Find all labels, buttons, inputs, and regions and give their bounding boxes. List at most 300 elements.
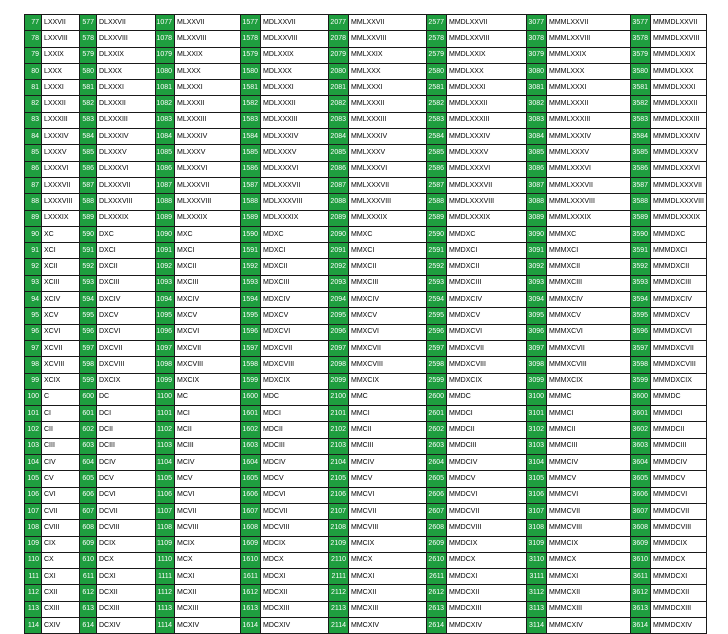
roman-numeral-cell: MMDLXXXVI — [447, 161, 527, 177]
roman-numeral-cell: XCVIII — [42, 357, 80, 373]
roman-numeral-cell: MMMCVII — [547, 503, 631, 519]
roman-numeral-cell: DLXXXVI — [97, 161, 156, 177]
roman-numeral-cell: MMLXXXIII — [349, 112, 427, 128]
roman-numeral-cell: MMMXCIV — [547, 292, 631, 308]
roman-numeral-cell: MMMXC — [547, 226, 631, 242]
arabic-number-cell: 2078 — [329, 31, 349, 47]
arabic-number-cell: 1108 — [156, 520, 175, 536]
arabic-number-cell: 1595 — [241, 308, 261, 324]
roman-numeral-cell: MMMCI — [547, 406, 631, 422]
roman-numeral-cell: XCIX — [42, 373, 80, 389]
table-row — [25, 373, 707, 389]
roman-numeral-cell: MMMCXIV — [547, 617, 631, 633]
roman-numeral-cell: MMMDC — [651, 389, 707, 405]
roman-numeral-cell: MMXCIX — [349, 373, 427, 389]
roman-numeral-cell: MMMDLXXXVIII — [651, 194, 707, 210]
roman-numeral-cell: MMDLXXXV — [447, 145, 527, 161]
table-row — [25, 161, 707, 177]
roman-numeral-cell: MDLXXXIX — [261, 210, 329, 226]
roman-numeral-cell: MMDXCIII — [447, 275, 527, 291]
arabic-number-cell: 2595 — [427, 308, 447, 324]
roman-numeral-cell: MMMDXCVI — [651, 324, 707, 340]
roman-numeral-table — [24, 14, 707, 634]
arabic-number-cell: 3081 — [527, 80, 547, 96]
arabic-number-cell: 3092 — [527, 259, 547, 275]
roman-numeral-cell: MLXXXVIII — [175, 194, 241, 210]
roman-numeral-cell: MMMXCVIII — [547, 357, 631, 373]
roman-numeral-cell: MMDLXXVII — [447, 15, 527, 31]
roman-numeral-cell: MMMXCVII — [547, 340, 631, 356]
roman-numeral-cell: MLXXXVII — [175, 177, 241, 193]
roman-numeral-cell: MMLXXXVII — [349, 177, 427, 193]
arabic-number-cell: 85 — [25, 145, 42, 161]
arabic-number-cell: 2578 — [427, 31, 447, 47]
arabic-number-cell: 1583 — [241, 112, 261, 128]
roman-numeral-cell: MDCXIII — [261, 601, 329, 617]
arabic-number-cell: 1611 — [241, 569, 261, 585]
arabic-number-cell: 3094 — [527, 292, 547, 308]
roman-numeral-cell: MDCI — [261, 406, 329, 422]
arabic-number-cell: 588 — [80, 194, 97, 210]
table-row — [25, 145, 707, 161]
table-row — [25, 422, 707, 438]
roman-numeral-cell: MMDCXIII — [447, 601, 527, 617]
roman-numeral-cell: MMMDCIII — [651, 438, 707, 454]
roman-numeral-cell: MMLXXXIX — [349, 210, 427, 226]
roman-numeral-cell: MMDCXI — [447, 569, 527, 585]
roman-numeral-cell: MCXII — [175, 585, 241, 601]
roman-numeral-cell: MMDLXXXVIII — [447, 194, 527, 210]
table-row — [25, 112, 707, 128]
roman-numeral-cell: MMDLXXVIII — [447, 31, 527, 47]
roman-numeral-cell: LXXVIII — [42, 31, 80, 47]
arabic-number-cell: 3585 — [631, 145, 651, 161]
arabic-number-cell: 1602 — [241, 422, 261, 438]
roman-numeral-cell: MLXXXVI — [175, 161, 241, 177]
arabic-number-cell: 107 — [25, 503, 42, 519]
arabic-number-cell: 2112 — [329, 585, 349, 601]
arabic-number-cell: 3612 — [631, 585, 651, 601]
roman-numeral-cell: MMMDCXII — [651, 585, 707, 601]
arabic-number-cell: 2612 — [427, 585, 447, 601]
roman-numeral-cell: MMMLXXX — [547, 63, 631, 79]
arabic-number-cell: 2102 — [329, 422, 349, 438]
roman-numeral-cell: MMMLXXXIX — [547, 210, 631, 226]
arabic-number-cell: 1086 — [156, 161, 175, 177]
arabic-number-cell: 3614 — [631, 617, 651, 633]
roman-numeral-cell: CX — [42, 552, 80, 568]
arabic-number-cell: 3593 — [631, 275, 651, 291]
arabic-number-cell: 93 — [25, 275, 42, 291]
table-row — [25, 585, 707, 601]
roman-numeral-cell: MMDC — [447, 389, 527, 405]
roman-numeral-cell: CIV — [42, 455, 80, 471]
roman-numeral-cell: MMMLXXXI — [547, 80, 631, 96]
roman-numeral-cell: LXXXIX — [42, 210, 80, 226]
arabic-number-cell: 3581 — [631, 80, 651, 96]
arabic-number-cell: 2081 — [329, 80, 349, 96]
arabic-number-cell: 1577 — [241, 15, 261, 31]
roman-numeral-cell: MMMLXXXVIII — [547, 194, 631, 210]
roman-numeral-cell: DCVI — [97, 487, 156, 503]
table-row — [25, 552, 707, 568]
roman-numeral-cell: MMXCIV — [349, 292, 427, 308]
roman-numeral-cell: MMMXCVI — [547, 324, 631, 340]
roman-numeral-cell: DLXXXI — [97, 80, 156, 96]
table-row — [25, 210, 707, 226]
roman-numeral-cell: MLXXXIX — [175, 210, 241, 226]
roman-numeral-cell: DCXII — [97, 585, 156, 601]
roman-numeral-cell: MDCV — [261, 471, 329, 487]
arabic-number-cell: 1101 — [156, 406, 175, 422]
arabic-number-cell: 3089 — [527, 210, 547, 226]
arabic-number-cell: 3107 — [527, 503, 547, 519]
arabic-number-cell: 2614 — [427, 617, 447, 633]
roman-numeral-cell: MLXXXV — [175, 145, 241, 161]
arabic-number-cell: 2582 — [427, 96, 447, 112]
arabic-number-cell: 581 — [80, 80, 97, 96]
roman-numeral-cell: MMMDCI — [651, 406, 707, 422]
arabic-number-cell: 3606 — [631, 487, 651, 503]
arabic-number-cell: 3603 — [631, 438, 651, 454]
arabic-number-cell: 3086 — [527, 161, 547, 177]
arabic-number-cell: 3104 — [527, 455, 547, 471]
roman-numeral-cell: DCI — [97, 406, 156, 422]
arabic-number-cell: 1613 — [241, 601, 261, 617]
roman-numeral-cell: MMDCX — [447, 552, 527, 568]
roman-numeral-cell: MMMCII — [547, 422, 631, 438]
roman-numeral-cell: MMMLXXXV — [547, 145, 631, 161]
arabic-number-cell: 3607 — [631, 503, 651, 519]
arabic-number-cell: 1614 — [241, 617, 261, 633]
arabic-number-cell: 108 — [25, 520, 42, 536]
roman-numeral-cell: CVIII — [42, 520, 80, 536]
roman-numeral-cell: LXXXI — [42, 80, 80, 96]
roman-numeral-cell: DXCVII — [97, 340, 156, 356]
roman-numeral-cell: MCVI — [175, 487, 241, 503]
arabic-number-cell: 1107 — [156, 503, 175, 519]
roman-numeral-cell: MDXCIX — [261, 373, 329, 389]
roman-numeral-cell: MDLXXVIII — [261, 31, 329, 47]
roman-numeral-cell: DLXXXVII — [97, 177, 156, 193]
arabic-number-cell: 113 — [25, 601, 42, 617]
arabic-number-cell: 90 — [25, 226, 42, 242]
arabic-number-cell: 2596 — [427, 324, 447, 340]
arabic-number-cell: 1098 — [156, 357, 175, 373]
arabic-number-cell: 3090 — [527, 226, 547, 242]
roman-numeral-cell: DLXXXII — [97, 96, 156, 112]
arabic-number-cell: 2106 — [329, 487, 349, 503]
roman-numeral-cell: MMDXCV — [447, 308, 527, 324]
roman-numeral-cell: MMMXCIX — [547, 373, 631, 389]
roman-numeral-cell: DXCI — [97, 243, 156, 259]
roman-numeral-cell: MMDLXXXIV — [447, 129, 527, 145]
arabic-number-cell: 1593 — [241, 275, 261, 291]
arabic-number-cell: 3082 — [527, 96, 547, 112]
arabic-number-cell: 2084 — [329, 129, 349, 145]
roman-numeral-cell: CXIII — [42, 601, 80, 617]
arabic-number-cell: 604 — [80, 455, 97, 471]
arabic-number-cell: 3084 — [527, 129, 547, 145]
roman-numeral-cell: MCV — [175, 471, 241, 487]
roman-numeral-cell: DLXXVII — [97, 15, 156, 31]
arabic-number-cell: 3110 — [527, 552, 547, 568]
roman-numeral-cell: MMMDCX — [651, 552, 707, 568]
roman-numeral-cell: DXCIII — [97, 275, 156, 291]
arabic-number-cell: 1105 — [156, 471, 175, 487]
arabic-number-cell: 1585 — [241, 145, 261, 161]
arabic-number-cell: 3099 — [527, 373, 547, 389]
roman-numeral-cell: XCIV — [42, 292, 80, 308]
table-row — [25, 177, 707, 193]
arabic-number-cell: 1113 — [156, 601, 175, 617]
arabic-number-cell: 3077 — [527, 15, 547, 31]
arabic-number-cell: 1605 — [241, 471, 261, 487]
arabic-number-cell: 1588 — [241, 194, 261, 210]
roman-numeral-cell: MMMLXXXVI — [547, 161, 631, 177]
roman-numeral-cell: MCVIII — [175, 520, 241, 536]
arabic-number-cell: 114 — [25, 617, 42, 633]
arabic-number-cell: 2082 — [329, 96, 349, 112]
arabic-number-cell: 3598 — [631, 357, 651, 373]
arabic-number-cell: 3098 — [527, 357, 547, 373]
arabic-number-cell: 2599 — [427, 373, 447, 389]
roman-numeral-cell: MMLXXX — [349, 63, 427, 79]
roman-numeral-cell: MMMCVIII — [547, 520, 631, 536]
roman-numeral-cell: MMXCVIII — [349, 357, 427, 373]
roman-numeral-cell: MMLXXIX — [349, 47, 427, 63]
roman-numeral-cell: MLXXVII — [175, 15, 241, 31]
roman-numeral-cell: MDXCIV — [261, 292, 329, 308]
arabic-number-cell: 3579 — [631, 47, 651, 63]
roman-numeral-cell: MMMCXI — [547, 569, 631, 585]
roman-numeral-cell: MCXIII — [175, 601, 241, 617]
roman-numeral-cell: MDCXI — [261, 569, 329, 585]
arabic-number-cell: 2592 — [427, 259, 447, 275]
arabic-number-cell: 2605 — [427, 471, 447, 487]
arabic-number-cell: 86 — [25, 161, 42, 177]
roman-numeral-cell: CXI — [42, 569, 80, 585]
roman-numeral-cell: MMDCII — [447, 422, 527, 438]
roman-numeral-cell: MMMCVI — [547, 487, 631, 503]
arabic-number-cell: 1106 — [156, 487, 175, 503]
arabic-number-cell: 104 — [25, 455, 42, 471]
arabic-number-cell: 1084 — [156, 129, 175, 145]
arabic-number-cell: 614 — [80, 617, 97, 633]
roman-numeral-cell: MMDXCVII — [447, 340, 527, 356]
roman-numeral-cell: MMCV — [349, 471, 427, 487]
arabic-number-cell: 82 — [25, 96, 42, 112]
roman-numeral-cell: MMLXXVII — [349, 15, 427, 31]
roman-numeral-cell: LXXXVII — [42, 177, 80, 193]
arabic-number-cell: 2088 — [329, 194, 349, 210]
arabic-number-cell: 101 — [25, 406, 42, 422]
arabic-number-cell: 95 — [25, 308, 42, 324]
arabic-number-cell: 106 — [25, 487, 42, 503]
arabic-number-cell: 2613 — [427, 601, 447, 617]
table-body — [25, 15, 707, 634]
arabic-number-cell: 592 — [80, 259, 97, 275]
arabic-number-cell: 2602 — [427, 422, 447, 438]
arabic-number-cell: 3080 — [527, 63, 547, 79]
roman-numeral-cell: MMCXI — [349, 569, 427, 585]
arabic-number-cell: 3078 — [527, 31, 547, 47]
roman-numeral-cell: MMXC — [349, 226, 427, 242]
roman-numeral-cell: MMMC — [547, 389, 631, 405]
roman-numeral-cell: MXCIV — [175, 292, 241, 308]
roman-numeral-cell: MMDXCVIII — [447, 357, 527, 373]
arabic-number-cell: 2607 — [427, 503, 447, 519]
arabic-number-cell: 97 — [25, 340, 42, 356]
arabic-number-cell: 1590 — [241, 226, 261, 242]
arabic-number-cell: 1100 — [156, 389, 175, 405]
roman-numeral-cell: MCII — [175, 422, 241, 438]
roman-numeral-cell: CIII — [42, 438, 80, 454]
roman-numeral-cell: XCVI — [42, 324, 80, 340]
roman-numeral-cell: MMCIII — [349, 438, 427, 454]
roman-numeral-cell: XCII — [42, 259, 80, 275]
arabic-number-cell: 613 — [80, 601, 97, 617]
roman-numeral-cell: MMCVIII — [349, 520, 427, 536]
roman-numeral-cell: MMMXCI — [547, 243, 631, 259]
roman-numeral-cell: DLXXVIII — [97, 31, 156, 47]
roman-numeral-cell: MDCVI — [261, 487, 329, 503]
roman-numeral-cell: MMMCXII — [547, 585, 631, 601]
arabic-number-cell: 3597 — [631, 340, 651, 356]
roman-numeral-cell: MMDCI — [447, 406, 527, 422]
roman-numeral-cell: MDCII — [261, 422, 329, 438]
arabic-number-cell: 1578 — [241, 31, 261, 47]
roman-numeral-cell: DXCII — [97, 259, 156, 275]
roman-numeral-cell: MMDXCIV — [447, 292, 527, 308]
roman-numeral-cell: DCX — [97, 552, 156, 568]
arabic-number-cell: 3592 — [631, 259, 651, 275]
table-row — [25, 389, 707, 405]
roman-numeral-cell: DXCVI — [97, 324, 156, 340]
arabic-number-cell: 3613 — [631, 601, 651, 617]
roman-numeral-cell: DLXXXIX — [97, 210, 156, 226]
roman-numeral-cell: MMMLXXVII — [547, 15, 631, 31]
roman-numeral-cell: MMDCXII — [447, 585, 527, 601]
arabic-number-cell: 103 — [25, 438, 42, 454]
arabic-number-cell: 3610 — [631, 552, 651, 568]
arabic-number-cell: 1603 — [241, 438, 261, 454]
roman-numeral-cell: MMCXII — [349, 585, 427, 601]
roman-numeral-cell: LXXXIII — [42, 112, 80, 128]
arabic-number-cell: 2100 — [329, 389, 349, 405]
arabic-number-cell: 1083 — [156, 112, 175, 128]
roman-numeral-cell: MDXCVIII — [261, 357, 329, 373]
arabic-number-cell: 88 — [25, 194, 42, 210]
roman-numeral-cell: MMMDLXXXVII — [651, 177, 707, 193]
arabic-number-cell: 577 — [80, 15, 97, 31]
arabic-number-cell: 78 — [25, 31, 42, 47]
arabic-number-cell: 3608 — [631, 520, 651, 536]
arabic-number-cell: 3600 — [631, 389, 651, 405]
table-row — [25, 129, 707, 145]
roman-numeral-cell: MLXXXII — [175, 96, 241, 112]
roman-numeral-cell: MMMDXC — [651, 226, 707, 242]
roman-numeral-cell: MMDCXIV — [447, 617, 527, 633]
arabic-number-cell: 2080 — [329, 63, 349, 79]
roman-numeral-cell: MMMDLXXX — [651, 63, 707, 79]
roman-numeral-cell: CIX — [42, 536, 80, 552]
arabic-number-cell: 598 — [80, 357, 97, 373]
arabic-number-cell: 589 — [80, 210, 97, 226]
arabic-number-cell: 3584 — [631, 129, 651, 145]
roman-numeral-cell: MMMDXCI — [651, 243, 707, 259]
roman-numeral-cell: MMMDCVI — [651, 487, 707, 503]
roman-numeral-cell: DLXXXVIII — [97, 194, 156, 210]
arabic-number-cell: 3102 — [527, 422, 547, 438]
roman-numeral-cell: MCI — [175, 406, 241, 422]
arabic-number-cell: 3103 — [527, 438, 547, 454]
arabic-number-cell: 2587 — [427, 177, 447, 193]
arabic-number-cell: 2577 — [427, 15, 447, 31]
arabic-number-cell: 2589 — [427, 210, 447, 226]
table-row — [25, 340, 707, 356]
table-row — [25, 569, 707, 585]
roman-numeral-cell: MMMDCV — [651, 471, 707, 487]
arabic-number-cell: 1581 — [241, 80, 261, 96]
roman-numeral-cell: MDLXXXVI — [261, 161, 329, 177]
arabic-number-cell: 92 — [25, 259, 42, 275]
arabic-number-cell: 593 — [80, 275, 97, 291]
roman-numeral-cell: MMLXXXIV — [349, 129, 427, 145]
roman-numeral-cell: MMDLXXXI — [447, 80, 527, 96]
roman-numeral-cell: DCIV — [97, 455, 156, 471]
arabic-number-cell: 590 — [80, 226, 97, 242]
arabic-number-cell: 1598 — [241, 357, 261, 373]
roman-numeral-cell: CV — [42, 471, 80, 487]
arabic-number-cell: 2588 — [427, 194, 447, 210]
arabic-number-cell: 2104 — [329, 455, 349, 471]
arabic-number-cell: 3599 — [631, 373, 651, 389]
arabic-number-cell: 611 — [80, 569, 97, 585]
roman-numeral-cell: LXXXV — [42, 145, 80, 161]
roman-numeral-cell: DCIII — [97, 438, 156, 454]
roman-numeral-cell: MMMDXCII — [651, 259, 707, 275]
roman-numeral-cell: MMLXXXVI — [349, 161, 427, 177]
roman-numeral-cell: MMDLXXXII — [447, 96, 527, 112]
roman-numeral-cell: MDLXXX — [261, 63, 329, 79]
arabic-number-cell: 1081 — [156, 80, 175, 96]
roman-numeral-cell: MMMXCII — [547, 259, 631, 275]
arabic-number-cell: 612 — [80, 585, 97, 601]
roman-numeral-cell: MMDCV — [447, 471, 527, 487]
arabic-number-cell: 3586 — [631, 161, 651, 177]
roman-numeral-cell: XCVII — [42, 340, 80, 356]
roman-numeral-cell: MCIV — [175, 455, 241, 471]
table-row — [25, 47, 707, 63]
arabic-number-cell: 3611 — [631, 569, 651, 585]
arabic-number-cell: 1090 — [156, 226, 175, 242]
arabic-number-cell: 1085 — [156, 145, 175, 161]
roman-numeral-cell: MMXCIII — [349, 275, 427, 291]
roman-numeral-cell: XCI — [42, 243, 80, 259]
roman-numeral-cell: MC — [175, 389, 241, 405]
arabic-number-cell: 2586 — [427, 161, 447, 177]
roman-numeral-cell: DCXI — [97, 569, 156, 585]
arabic-number-cell: 586 — [80, 161, 97, 177]
table-row — [25, 308, 707, 324]
arabic-number-cell: 80 — [25, 63, 42, 79]
table-row — [25, 259, 707, 275]
table-row — [25, 96, 707, 112]
arabic-number-cell: 3588 — [631, 194, 651, 210]
table-row — [25, 357, 707, 373]
arabic-number-cell: 3093 — [527, 275, 547, 291]
